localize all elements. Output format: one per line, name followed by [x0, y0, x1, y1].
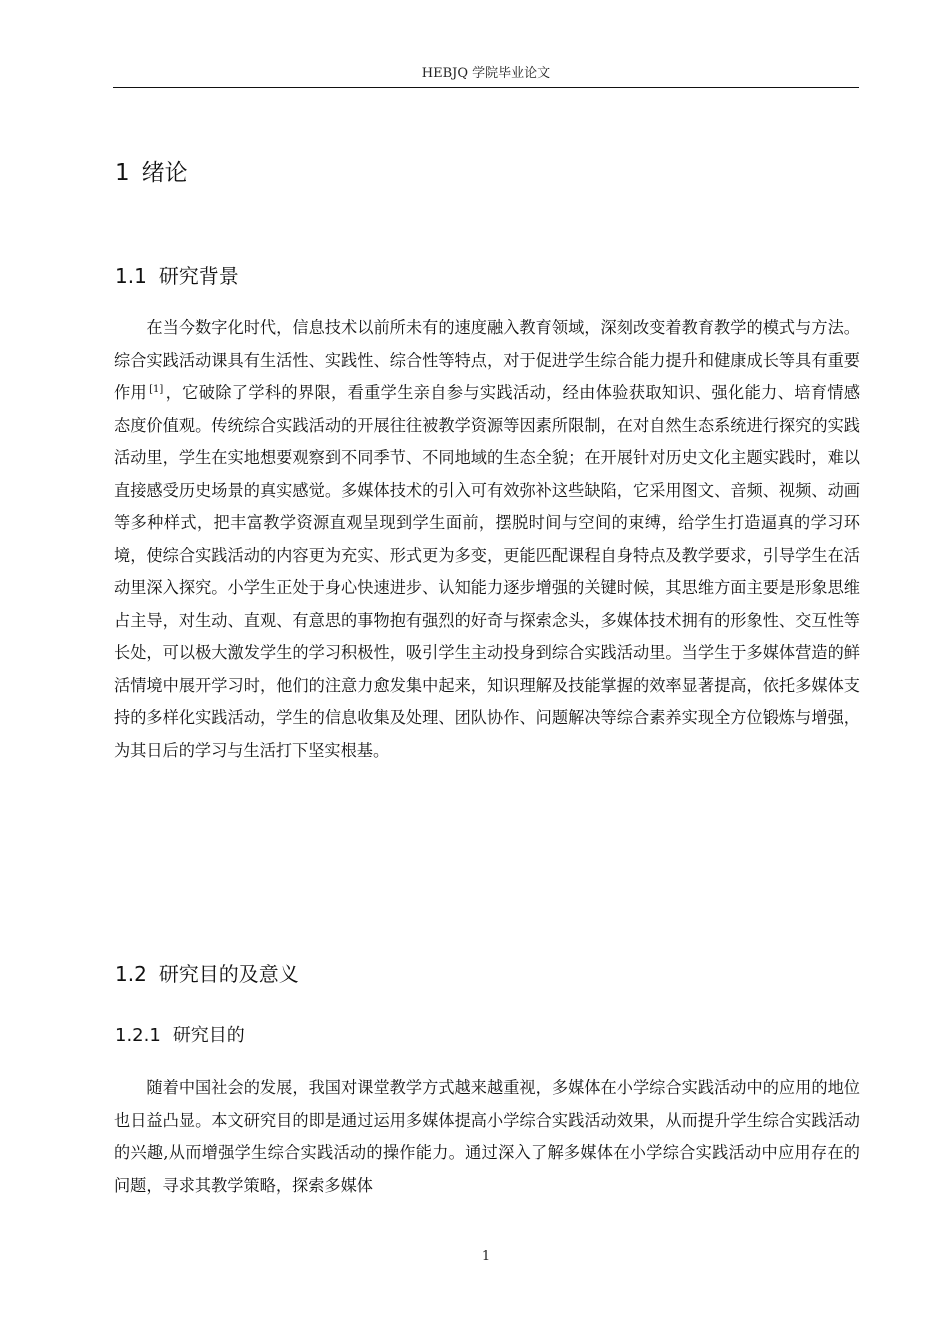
page-number: 1 — [481, 1249, 491, 1264]
section-title: 研究背景 — [158, 264, 239, 288]
chapter-heading — [115, 158, 188, 188]
purpose-paragraph: 随着中国社会的发展，我国对课堂教学方式越来越重视，多媒体在小学综合实践活动中的应用的地位也日益凸显。本文研究目的即是通过运用多媒体提高小学综合实践活动效果，从而提升学生综合实践活动的兴趣,从而增强学生综合实践活动的操作能力。通过深入了解多媒体在小学综合实践活动中应用存在的问题，寻求其教学策略，探索多媒体 — [114, 1078, 860, 1195]
section-number: 1.1 — [115, 264, 147, 288]
chapter-number: 1 — [115, 160, 130, 186]
paragraph-text-part-1: 在当今数字化时代，信息技术以前所未有的速度融入教育领域，深刻改变着教育教学的模式与方法。综合实践活动课具有生活性、实践性、综合性等特点，对于促进学生综合能力提升和健康成长等具有重要作用 — [114, 318, 860, 402]
subsection-heading-purpose — [115, 1023, 245, 1049]
header-rule — [113, 87, 859, 88]
subsection-title: 研究目的 — [172, 1025, 245, 1046]
chapter-title: 绪论 — [141, 160, 188, 186]
section-heading-purpose-significance — [115, 960, 299, 988]
section-heading-background — [115, 262, 239, 290]
running-header: HEBJQ 学院毕业论文 — [421, 66, 551, 81]
section-number: 1.2 — [115, 962, 147, 986]
subsection-number: 1.2.1 — [115, 1025, 161, 1046]
background-paragraph — [114, 312, 860, 767]
paragraph-text-part-2: ，它破除了学科的界限，看重学生亲自参与实践活动，经由体验获取知识、强化能力、培育情感态度价值观。传统综合实践活动的开展往往被教学资源等因素所限制，在对自然生态系统进行探究的实践活动里，学生在实地想要观察到不同季节、不同地域的生态全貌；在开展针对历史文化主题实践时，难以直接感受历史场景的真实感觉。多媒体技术的引入可有效弥补这些缺陷，它采用图文、音频、视频、动画等多种样式，把丰富教学资源直观呈现到学生面前，摆脱时间与空间的束缚，给学生打造逼真的学习环境，使综合实践活动的内容更为充实、形式更为多变，更能匹配课程自身特点及教学要求，引导学生在活动里深入探究。小学生正处于身心快速进步、认知能力逐步增强的关键时候，其思维方面主要是形象思维占主导，对生动、直观、有意思的事物抱有强烈的好奇与探索念头，多媒体技术拥有的形象性、交互性等长处，可以极大激发学生的学习积极性，吸引学生主动投身到综合实践活动里。当学生于多媒体营造的鲜活情境中展开学习时，他们的注意力愈发集中起来，知识理解及技能掌握的效率显著提高，依托多媒体支持的多样化实践活动，学生的信息收集及处理、团队协作、问题解决等综合素养实现全方位锻炼与增强，为其日后的学习与生活打下坚实根基。 — [114, 383, 861, 760]
citation-reference: [1] — [149, 383, 164, 395]
section-title: 研究目的及意义 — [158, 962, 299, 986]
